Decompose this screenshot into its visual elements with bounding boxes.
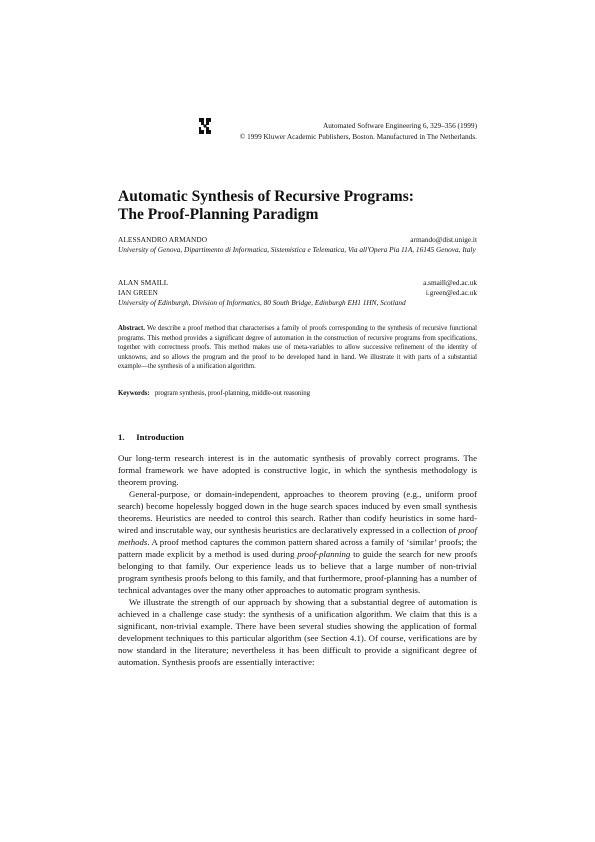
keywords-text: program synthesis, proof-planning, middle-out reasoning — [154, 390, 310, 397]
author-email: a.smaill@ed.ac.uk — [423, 278, 477, 287]
paragraph: Our long-term research interest is in the automatic synthesis of provably correct programs. The formal framework we have adopted is constructive logic, in which the synthesis methodology is theorem proving. — [118, 453, 477, 487]
author-email: i.green@ed.ac.uk — [425, 288, 477, 297]
author-row — [118, 278, 477, 289]
author-row — [118, 235, 477, 246]
publisher-logo-icon — [197, 116, 213, 136]
paragraph: We illustrate the strength of our approach by showing that a substantial degree of automation is achieved in a challenge case study: the synthesis of a unification algorithm. We claim that this is a significant, non-trivial example. There have been several studies showing the application of formal development techniques to this particular algorithm (see Section 4.1). Of course, verifications are by now standard in the literature; nevertheless it has been difficult to provide a significant degree of automation. Synthesis proofs are essentially interactive: — [118, 597, 477, 667]
author-row — [118, 288, 477, 299]
author-affiliation: University of Genova, Dipartimento di Informatica, Sistemistica e Telematica, Via all'Opera Pia 11A, 16145 Genova, Italy — [118, 245, 476, 254]
title-line-1: Automatic Synthesis of Recursive Programs: — [118, 188, 414, 205]
abstract-label: Abstract. — [118, 325, 145, 332]
author-affiliation: University of Edinburgh, Division of Informatics, 80 South Bridge, Edinburgh EH1 1HN, Scotland — [118, 298, 406, 307]
section-title: Introduction — [136, 432, 184, 442]
title-line-2: The Proof-Planning Paradigm — [118, 206, 319, 223]
author-email: armando@dist.unige.it — [410, 235, 477, 244]
author-name: ALAN SMAILL — [118, 278, 169, 287]
author-name: IAN GREEN — [118, 288, 159, 297]
section-number: 1. — [118, 432, 125, 442]
emphasis: proof methods — [118, 525, 477, 547]
journal-header — [240, 120, 477, 142]
section-heading — [118, 432, 184, 442]
emphasis: proof-planning — [297, 549, 351, 559]
copyright-notice: © 1999 Kluwer Academic Publishers, Boston. Manufactured in The Netherlands. — [239, 132, 477, 141]
abstract-text: We describe a proof method that characterises a family of proofs corresponding to the synthesis of recursive functional programs. This method provides a significant degree of automation in the construction of recursive programs from specifications, together with correctness proofs. This method makes use of meta-variables to allow successive refinement of the identity of unknowns, and so allows the program and the proof to be developed hand in hand. We illustrate it with parts of a substantial example—the synthesis of a unification algorithm. — [118, 325, 478, 371]
author-name: ALESSANDRO ARMANDO — [118, 235, 208, 244]
body-text — [118, 452, 477, 668]
keywords-label: Keywords: — [118, 390, 150, 397]
paragraph: General-purpose, or domain-independent, approaches to theorem proving (e.g., uniform proof search) become hopelessly bogged down in the huge search spaces induced by even small synthesis theorems. Heuristics are needed to control this search. Rather than codify heuristics in some hard-wired and inscrutable way, our synthesis heuristics are declaratively expressed in a collection of proof methods. A proof method captures the common pattern shared across a family of ‘similar’ proofs; the pattern made explicit by a method is used during proof-planning to guide the search for new proofs belonging to that family. Our experience leads us to believe that a large number of non-trivial program synthesis proofs belong to this family, and that furthermore, proof-planning has a number of technical advantages over the many other approaches to automatic program synthesis. — [118, 489, 477, 595]
journal-citation: Automated Software Engineering 6, 329–356 (1999) — [322, 121, 477, 130]
abstract — [118, 324, 477, 372]
keywords — [118, 389, 477, 399]
paper-title — [118, 188, 478, 224]
